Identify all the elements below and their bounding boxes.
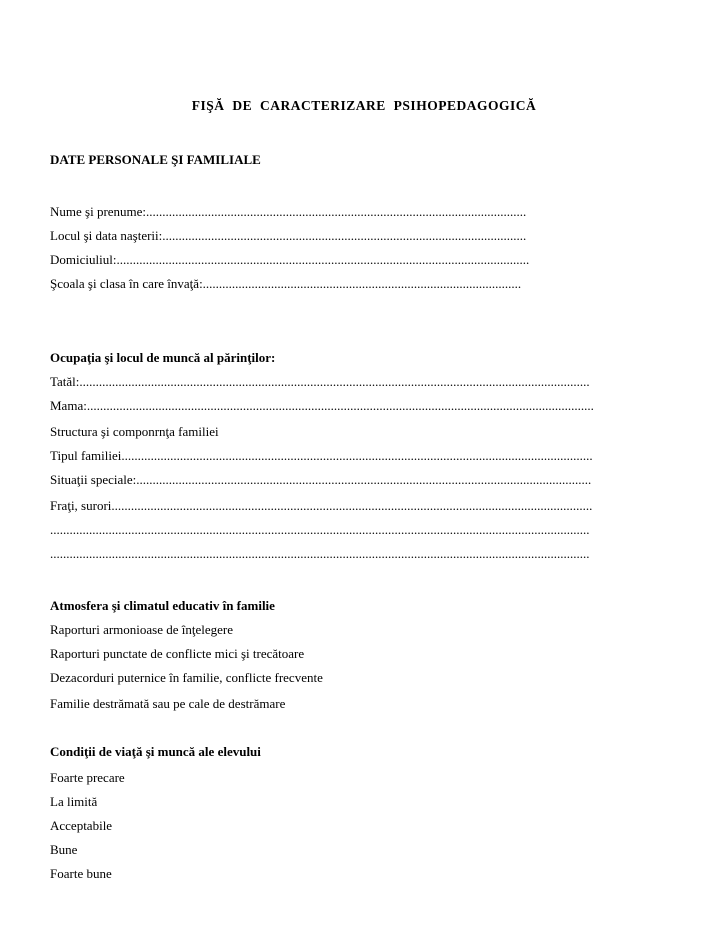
field-school: Şcoala şi clasa în care învaţă:.................................................................................................. [50, 276, 522, 291]
section-heading-parents: Ocupaţia şi locul de muncă al părinţilor: [50, 350, 276, 365]
field-father: Tatăl:............................................................................................................................................................. [50, 374, 590, 389]
section-heading-climate: Atmosfera şi climatul educativ în familie [50, 598, 275, 613]
field-special-situations: Situaţii speciale:............................................................................................................................................ [50, 472, 592, 487]
document-title: FIŞĂ DE CARACTERIZARE PSIHOPEDAGOGICĂ [191, 98, 537, 113]
family-structure-label: Structura şi componrnţa familiei [50, 424, 219, 439]
conditions-option: Acceptabile [50, 818, 113, 833]
conditions-option: Foarte bune [50, 866, 112, 881]
climate-option: Raporturi punctate de conflicte mici şi trecătoare [50, 646, 305, 661]
field-siblings: Fraţi, surori.................................................................................................................................................... [50, 498, 593, 513]
conditions-option: La limită [50, 794, 98, 809]
section-heading-personal: DATE PERSONALE ŞI FAMILIALE [50, 152, 261, 167]
climate-option: Familie destrămată sau pe cale de destrămare [50, 696, 286, 711]
field-mother: Mama:............................................................................................................................................................ [50, 398, 594, 413]
field-birth: Locul şi data naşterii:................................................................................................................ [50, 228, 527, 243]
climate-option: Dezacorduri puternice în familie, conflicte frecvente [50, 670, 323, 685]
field-address: Domiciuliul:............................................................................................................................... [50, 252, 530, 267]
field-name: Nume şi prenume:..................................................................................................................... [50, 204, 527, 219]
field-family-type: Tipul familiei................................................................................................................................................. [50, 448, 593, 463]
section-heading-conditions: Condiţii de viaţă şi muncă ale elevului [50, 744, 261, 759]
field-blank-line: ...................................................................................................................................................................... [50, 546, 590, 561]
conditions-option: Bune [50, 842, 78, 857]
conditions-option: Foarte precare [50, 770, 125, 785]
climate-option: Raporturi armonioase de înţelegere [50, 622, 234, 637]
field-blank-line: ...................................................................................................................................................................... [50, 522, 590, 537]
